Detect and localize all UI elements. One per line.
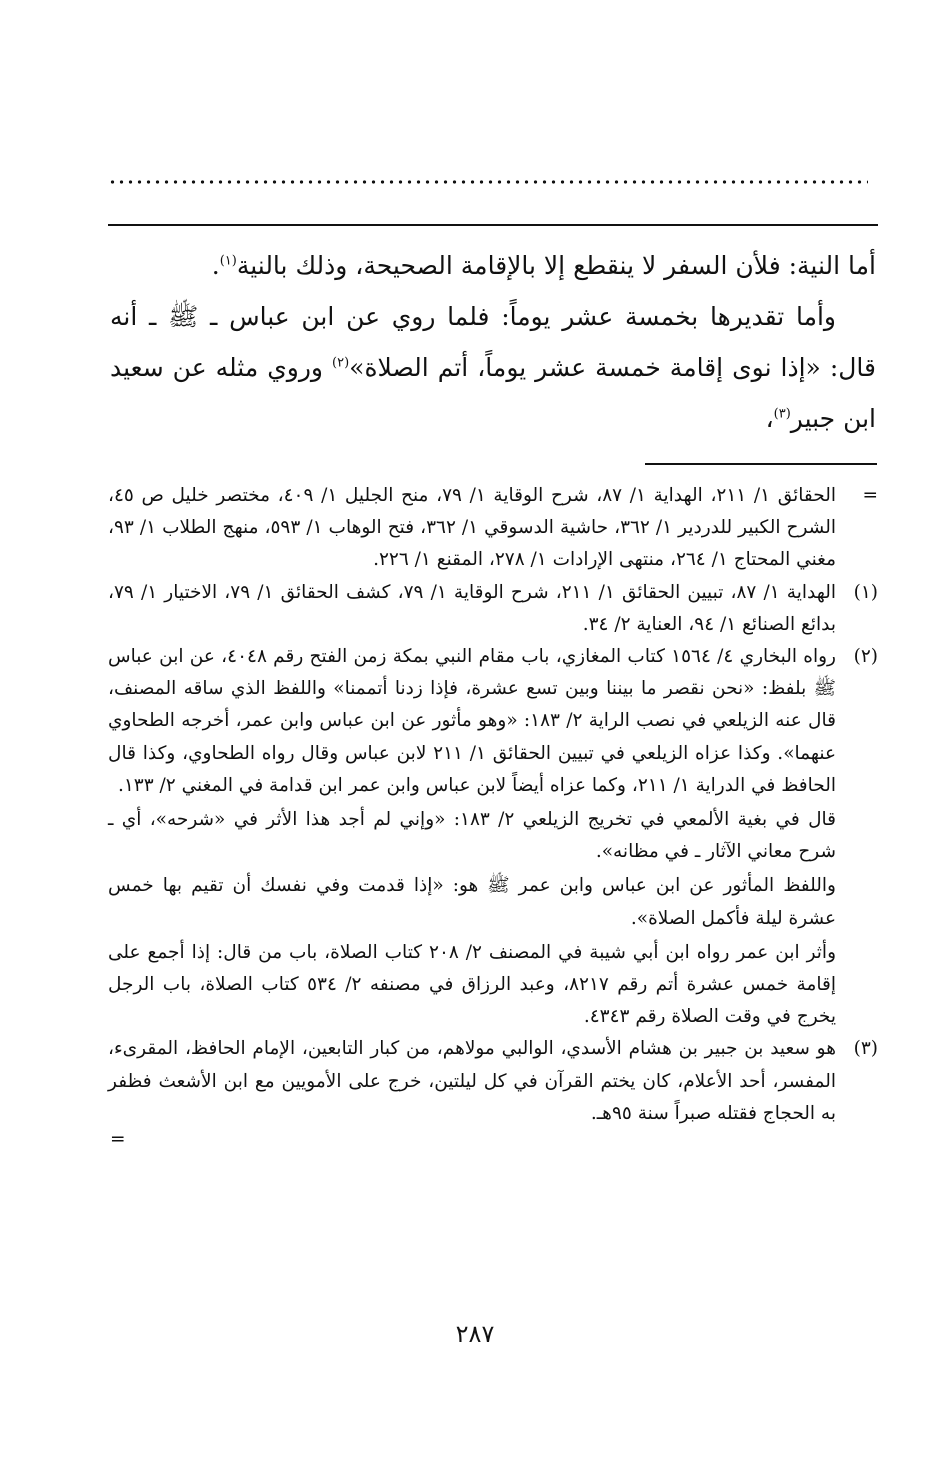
footnote-number: (٣) xyxy=(853,1038,878,1060)
footnote-ref-3[interactable]: (٣) xyxy=(773,406,791,422)
main-text xyxy=(110,240,876,444)
footnote-1: (١) الهداية ١/ ٨٧، تبيين الحقائق ١/ ٢١١، شرح الوقاية ١/ ٧٩، كشف الحقائق ١/ ٧٩، الاختيار ١/ ٧٩، بدائع الصنائع ١/ ٩٤، العناية ٢/ ٣٤. xyxy=(108,577,878,641)
continuation-marker: = xyxy=(862,485,878,506)
continuation-marker: = xyxy=(110,1129,126,1151)
honorific-glyph: ﷺ xyxy=(168,302,199,331)
footnote-ref-2[interactable]: (٢) xyxy=(332,355,350,371)
footnote-2: (٢) رواه البخاري ٤/ ١٥٦٤ كتاب المغازي، باب مقام النبي بمكة زمن الفتح رقم ٤٠٤٨، عن ابن عباس ﷺ بلفظ: «نحن نقصر ما بيننا وبين تسع عشرة، فإذا زدنا أتممنا» واللفظ الذي ساقه المصنف، قال عنه الزيلعي في نصب الراية ٢/ ١٨٣: «وهو مأثور عن ابن عباس وابن عمر، أخرجه الطحاوي عنهما». وكذا عزاه الزيلعي في تبيين الحقائق ١/ ٢١١ لابن عباس وقال رواه الطحاوي، وكذا قال الحافظ في الدراية ١/ ٢١١، وكما عزاه أيضاً لابن عباس وابن عمر ابن قدامة في المغني ٢/ ١٣٣. قال في بغية الألمعي في تخريج الزيلعي ٢/ ١٨٣: «وإني لم أجد هذا الأثر في «شرحه»، أي ـ شرح معاني الآثار ـ في مظانه». واللفظ المأثور عن ابن عباس وابن عمر ﷺ هو: «إذا قدمت وفي نفسك أن تقيم بها خمس عشرة ليلة فأكمل الصلاة». وأثر ابن عمر رواه ابن أبي شيبة في المصنف ٢/ ٢٠٨ كتاب الصلاة، باب من قال: إذا أجمع على إقامة خمس عشرة أتم رقم ٨٢١٧، وعبد الرزاق في مصنفه ٢/ ٥٣٤ كتاب الصلاة، باب الرجل يخرج في وقت الصلاة رقم ٤٣٤٣. xyxy=(108,641,878,1033)
footnote-3: (٣) هو سعيد بن جبير بن هشام الأسدي، الوالبي مولاهم، من كبار التابعين، الإمام الحافظ، المقرىء، المفسر، أحد الأعلام، كان يختم القرآن في كل ليلتين، خرج على الأمويين مع ابن الأشعث فظفر به الحجاج فقتله صبراً سنة ٩٥هـ. = xyxy=(108,1033,878,1150)
paragraph-duration: وأما تقديرها بخمسة عشر يوماً: فلما روي عن ابن عباس ـ ﷺ ـ أنه قال: «إذا نوى إقامة خمسة عشر يوماً، أتم الصلاة»$^{(٢)}$ وروي مثله عن سعيد ابن جبير$^{(٣)}$، xyxy=(110,302,876,433)
footnote-number: (٢) xyxy=(853,646,878,668)
footnote-number: (١) xyxy=(853,581,878,603)
footnotes xyxy=(108,480,878,1150)
dotted-separator xyxy=(108,178,868,186)
page-number: ٢٨٧ xyxy=(455,1320,495,1348)
footnote-ref-1[interactable]: (١) xyxy=(219,253,237,269)
footnote-separator xyxy=(645,463,877,465)
paragraph-niyyah: أما النية: فلأن السفر لا ينقطع إلا بالإقامة الصحيحة، وذلك بالنية$^{(١)}$. xyxy=(211,251,876,280)
top-rule xyxy=(108,224,878,226)
footnote-continued: = الحقائق ١/ ٢١١، الهداية ١/ ٨٧، شرح الوقاية ١/ ٧٩، منح الجليل ١/ ٤٠٩، مختصر خليل ص ٤٥، الشرح الكبير للدردير ١/ ٣٦٢، حاشية الدسوقي ١/ ٣٦٢، فتح الوهاب ١/ ٥٩٣، منهج الطلاب ١/ ٩٣، مغني المحتاج ١/ ٢٦٤، منتهى الإرادات ١/ ٢٧٨، المقنع ١/ ٢٢٦. xyxy=(108,480,878,577)
